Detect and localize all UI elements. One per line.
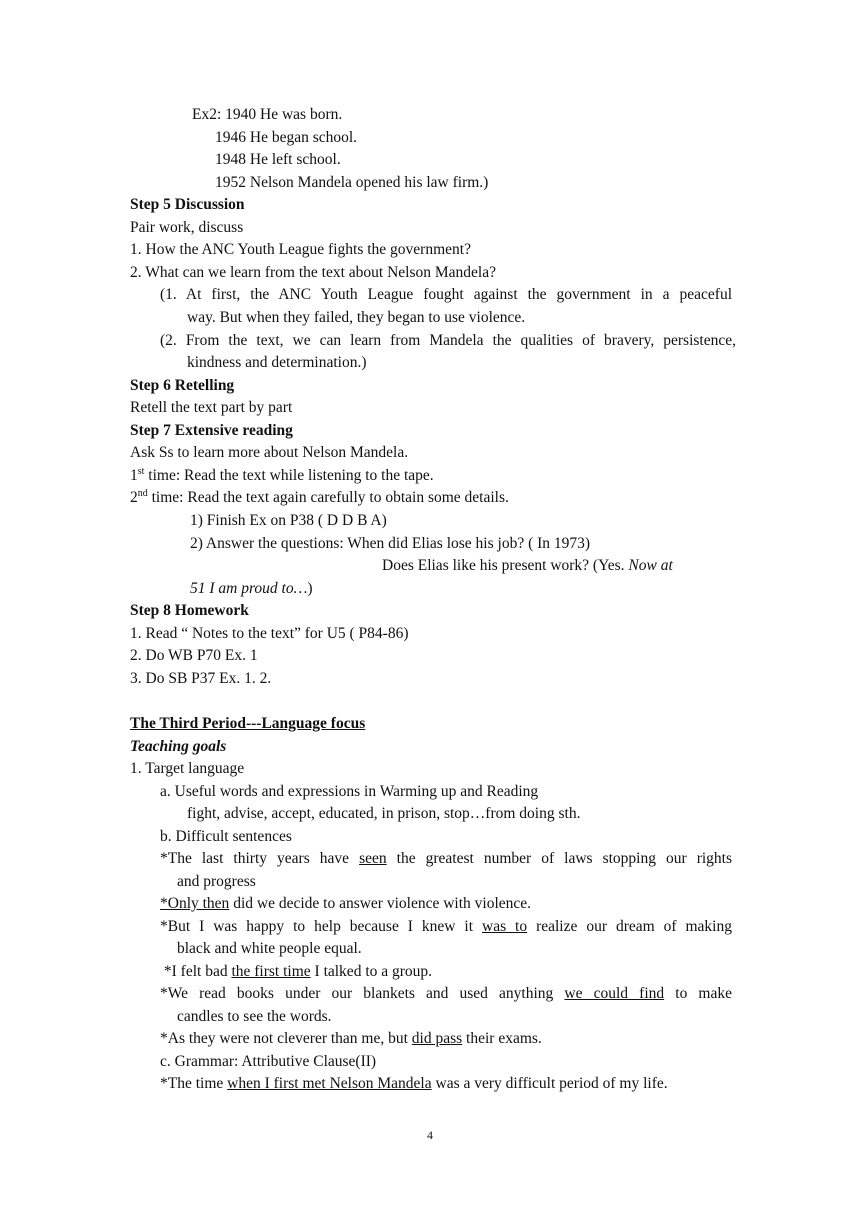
step8-item-3: 3. Do SB P37 Ex. 1. 2. xyxy=(130,670,272,687)
step5-intro: Pair work, discuss xyxy=(130,219,244,236)
sentence-text: did we decide to answer violence with violence. xyxy=(229,895,532,912)
sentence-underlined: when I first met Nelson Mandela xyxy=(227,1075,432,1092)
quote-continued: 51 I am proud to… xyxy=(190,580,308,597)
page-number: 4 xyxy=(427,1128,433,1142)
sentence-underlined: was to xyxy=(482,918,528,935)
question-b-quote: Now at xyxy=(628,557,673,574)
step5-answer-1-line1: (1. At first, the ANC Youth League fought against the government in a peaceful xyxy=(160,286,732,303)
sentence-text: to make xyxy=(664,985,732,1002)
goal-a-words: fight, advise, accept, educated, in prison, stop…from doing sth. xyxy=(187,805,581,822)
goal-c: c. Grammar: Attributive Clause(II) xyxy=(160,1053,377,1070)
step7-item-2-continued xyxy=(190,579,313,599)
ordinal-suffix: st xyxy=(137,466,145,477)
ex2-line-1952: 1952 Nelson Mandela opened his law firm.) xyxy=(215,174,489,191)
step6-heading: Step 6 Retelling xyxy=(130,377,235,394)
goal-a: a. Useful words and expressions in Warming up and Reading xyxy=(160,783,539,800)
step8-heading: Step 8 Homework xyxy=(130,602,249,619)
sentence-underlined: we could find xyxy=(564,985,665,1002)
sentence-text: was a very difficult period of my life. xyxy=(431,1075,668,1092)
step8-item-2: 2. Do WB P70 Ex. 1 xyxy=(130,647,258,664)
step5-answer-2-line1: (2. From the text, we can learn from Mandela the qualities of bravery, persistence, xyxy=(160,332,736,349)
sentence-5-line2: candles to see the words. xyxy=(177,1008,332,1025)
second-time-text: time: Read the text again carefully to obtain some details. xyxy=(147,489,509,506)
sentence-text: *The time xyxy=(160,1075,228,1092)
sentence-text: *I felt bad xyxy=(160,963,232,980)
sentence-5-line1 xyxy=(160,984,732,1004)
period3-title: The Third Period---Language focus xyxy=(130,715,366,732)
target-language: 1. Target language xyxy=(130,760,245,777)
sentence-underlined: *Only then xyxy=(160,895,230,912)
step7-item-2-question-b xyxy=(382,556,673,576)
ex2-line-1948: 1948 He left school. xyxy=(215,151,341,168)
first-time-text: time: Read the text while listening to the tape. xyxy=(144,467,434,484)
ex2-line-1946: 1946 He began school. xyxy=(215,129,358,146)
sentence-6 xyxy=(160,1029,542,1049)
sentence-2 xyxy=(160,894,531,914)
sentence-text: *As they were not cleverer than me, but xyxy=(160,1030,412,1047)
step6-text: Retell the text part by part xyxy=(130,399,293,416)
step5-question-1: 1. How the ANC Youth League fights the government? xyxy=(130,241,471,258)
ordinal-suffix: nd xyxy=(137,488,148,499)
sentence-3-line2: black and white people equal. xyxy=(177,940,362,957)
sentence-underlined: the first time xyxy=(231,963,311,980)
ex2-line-1940: Ex2: 1940 He was born. xyxy=(192,106,343,123)
sentence-underlined: seen xyxy=(359,850,387,867)
step5-answer-1-line2: way. But when they failed, they began to use violence. xyxy=(187,309,526,326)
sentence-text: their exams. xyxy=(462,1030,542,1047)
step5-heading: Step 5 Discussion xyxy=(130,196,245,213)
sentence-text: realize our dream of making xyxy=(527,918,732,935)
sentence-3-line1 xyxy=(160,917,732,937)
step7-heading: Step 7 Extensive reading xyxy=(130,422,293,439)
ordinal-number: 2 xyxy=(130,489,138,506)
step5-answer-2-line2: kindness and determination.) xyxy=(187,354,367,371)
step5-question-2: 2. What can we learn from the text about Nelson Mandela? xyxy=(130,264,496,281)
sentence-4 xyxy=(160,962,432,982)
sentence-1-line2: and progress xyxy=(177,873,256,890)
step7-item-2: 2) Answer the questions: When did Elias lose his job? ( In 1973) xyxy=(190,535,591,552)
sentence-text: the greatest number of laws stopping our rights xyxy=(386,850,732,867)
step7-item-1: 1) Finish Ex on P38 ( D D B A) xyxy=(190,512,387,529)
step7-first-time xyxy=(130,466,434,488)
sentence-7 xyxy=(160,1074,668,1094)
step7-intro: Ask Ss to learn more about Nelson Mandela. xyxy=(130,444,409,461)
step7-second-time xyxy=(130,488,509,510)
step8-item-1: 1. Read “ Notes to the text” for U5 ( P84-86) xyxy=(130,625,409,642)
question-b-text: Does Elias like his present work? (Yes. xyxy=(382,557,629,574)
goal-b: b. Difficult sentences xyxy=(160,828,292,845)
ordinal-number: 1 xyxy=(130,467,138,484)
teaching-goals-heading: Teaching goals xyxy=(130,738,227,755)
closing-paren: ) xyxy=(307,580,313,597)
sentence-underlined: did pass xyxy=(411,1030,463,1047)
sentence-text: I talked to a group. xyxy=(310,963,433,980)
sentence-text: *The last thirty years have xyxy=(160,850,360,867)
sentence-text: *But I was happy to help because I knew it xyxy=(160,918,482,935)
sentence-text: *We read books under our blankets and used anything xyxy=(160,985,565,1002)
sentence-1-line1 xyxy=(160,849,732,869)
